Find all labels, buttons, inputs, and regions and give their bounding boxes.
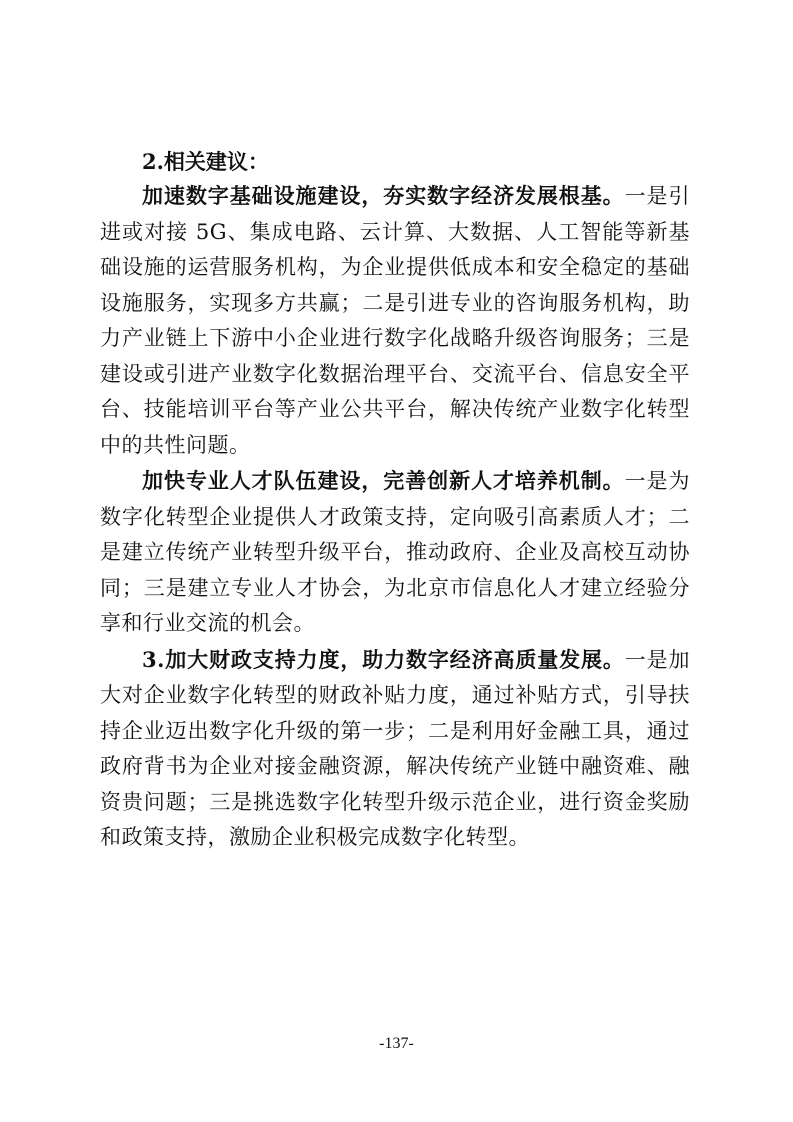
paragraph-lead: 3.加大财政支持力度，助力数字经济高质量发展。 [142,646,625,672]
paragraph-digital-infrastructure [100,178,690,463]
paragraph-fiscal-support [100,642,690,856]
paragraph-lead: 加快专业人才队伍建设，完善创新人才培养机制。 [142,468,625,493]
paragraph-text: 一是为数字化转型企业提供人才政策支持，定向吸引高素质人才；二是建立传统产业转型升级平台，推动政府、企业及高校互动协同；三是建立专业人才协会，为北京市信息化人才建立经验分享和行业交流的机会。 [100,469,690,635]
section-heading: 2.相关建议： [142,149,269,174]
paragraph-text: 一是加大对企业数字化转型的财政补贴力度，通过补贴方式，引导扶持企业迈出数字化升级的第一步；二是利用好金融工具，通过政府背书为企业对接金融资源，解决传统产业链中融资难、融资贵问题；三是挑选数字化转型升级示范企业，进行资金奖励和政策支持，激励企业积极完成数字化转型。 [100,647,691,849]
paragraph-lead: 加速数字基础设施建设，夯实数字经济发展根基。 [142,183,625,208]
page-number: -137- [379,1035,414,1052]
paragraph-talent-team [100,463,690,642]
paragraph-text: 一是引进或对接 5G、集成电路、云计算、大数据、人工智能等新基础设施的运营服务机构，为企业提供低成本和安全稳定的基础设施服务，实现多方共赢；二是引进专业的咨询服务机构，助力产业链上下游中小企业进行数字化战略升级咨询服务；三是建设或引进产业数字化数据治理平台、交流平台、信息安全平台、技能培训平台等产业公共平台，解决传统产业数字化转型中的共性问题。 [100,184,690,457]
document-body [100,146,690,856]
